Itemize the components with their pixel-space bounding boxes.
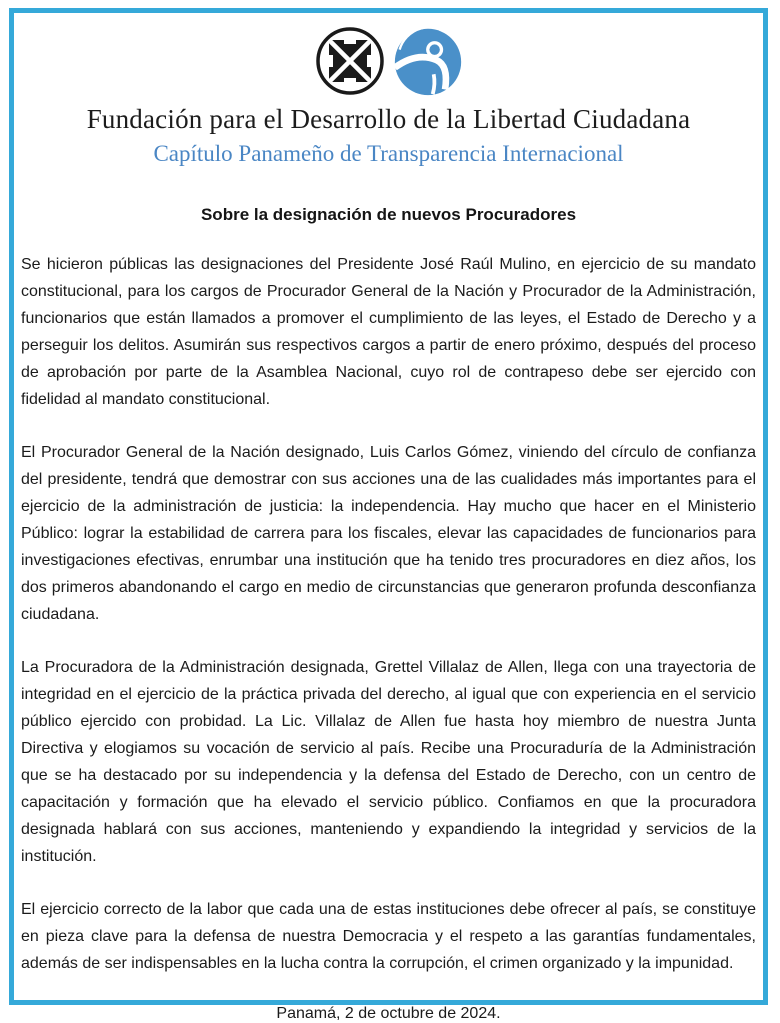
paragraph-2: El Procurador General de la Nación designado, Luis Carlos Gómez, viniendo del círculo de confianza del presidente, tendrá que demostrar con sus acciones una de las cualidades más importantes para el ejercicio de la administración de justicia: la independencia. Hay mucho que hacer en el Ministerio Público: lograr la estabilidad de carrera para los fiscales, elevar las capacidades de funcionarios para investigaciones efectivas, enrumbar una institución que ha tenido tres procuradores en diez años, los dos primeros abandonando el cargo en medio de circunstancias que generaron profunda desconfianza ciudadana. [21, 444, 756, 623]
org-title: Fundación para el Desarrollo de la Libertad Ciudadana [86, 104, 691, 134]
logo-row [21, 24, 756, 98]
fundacion-libertad-ciudadana-logo-icon [314, 25, 386, 97]
document-body [21, 251, 756, 977]
transparencia-internacional-logo-icon [392, 25, 464, 97]
document-heading: Sobre la designación de nuevos Procuradores [200, 205, 577, 224]
paragraph-3: La Procuradora de la Administración designada, Grettel Villalaz de Allen, llega con una trayectoria de integridad en el ejercicio de la práctica privada del derecho, al igual que con experiencia en el servicio público ejercido con probidad. La Lic. Villalaz de Allen fue hasta hoy miembro de nuestra Junta Directiva y elogiamos su vocación de servicio al país. Recibe una Procuraduría de la Administración que se ha destacado por su independencia y la defensa del Estado de Derecho, con un centro de capacitación y formación que ha elevado el servicio público. Confiamos en que la procuradora designada hablará con sus acciones, manteniendo y expandiendo la integridad y servicios de la institución. [21, 659, 756, 865]
document-page [9, 8, 768, 1022]
paragraph-4: El ejercicio correcto de la labor que cada una de estas instituciones debe ofrecer al país, se constituye en pieza clave para la defensa de nuestra Democracia y el respeto a las garantías fundamentales, además de ser indispensables en la lucha contra la corrupción, el crimen organizado y la impunidad. [21, 901, 756, 972]
document-content [14, 13, 763, 1023]
paragraph-1: Se hicieron públicas las designaciones del Presidente José Raúl Mulino, en ejercicio de su mandato constitucional, para los cargos de Procurador General de la Nación y Procurador de la Administración, funcionarios que están llamados a promover el cumplimiento de las leyes, el Estado de Derecho y a perseguir los delitos. Asumirán sus respectivos cargos a partir de enero próximo, después del proceso de aprobación por parte de la Asamblea Nacional, cuyo rol de contrapeso debe ser ejercido con fidelidad al mandato constitucional. [21, 256, 756, 408]
org-subtitle: Capítulo Panameño de Transparencia Internacional [153, 141, 624, 166]
dateline: Panamá, 2 de octubre de 2024. [276, 1005, 501, 1022]
